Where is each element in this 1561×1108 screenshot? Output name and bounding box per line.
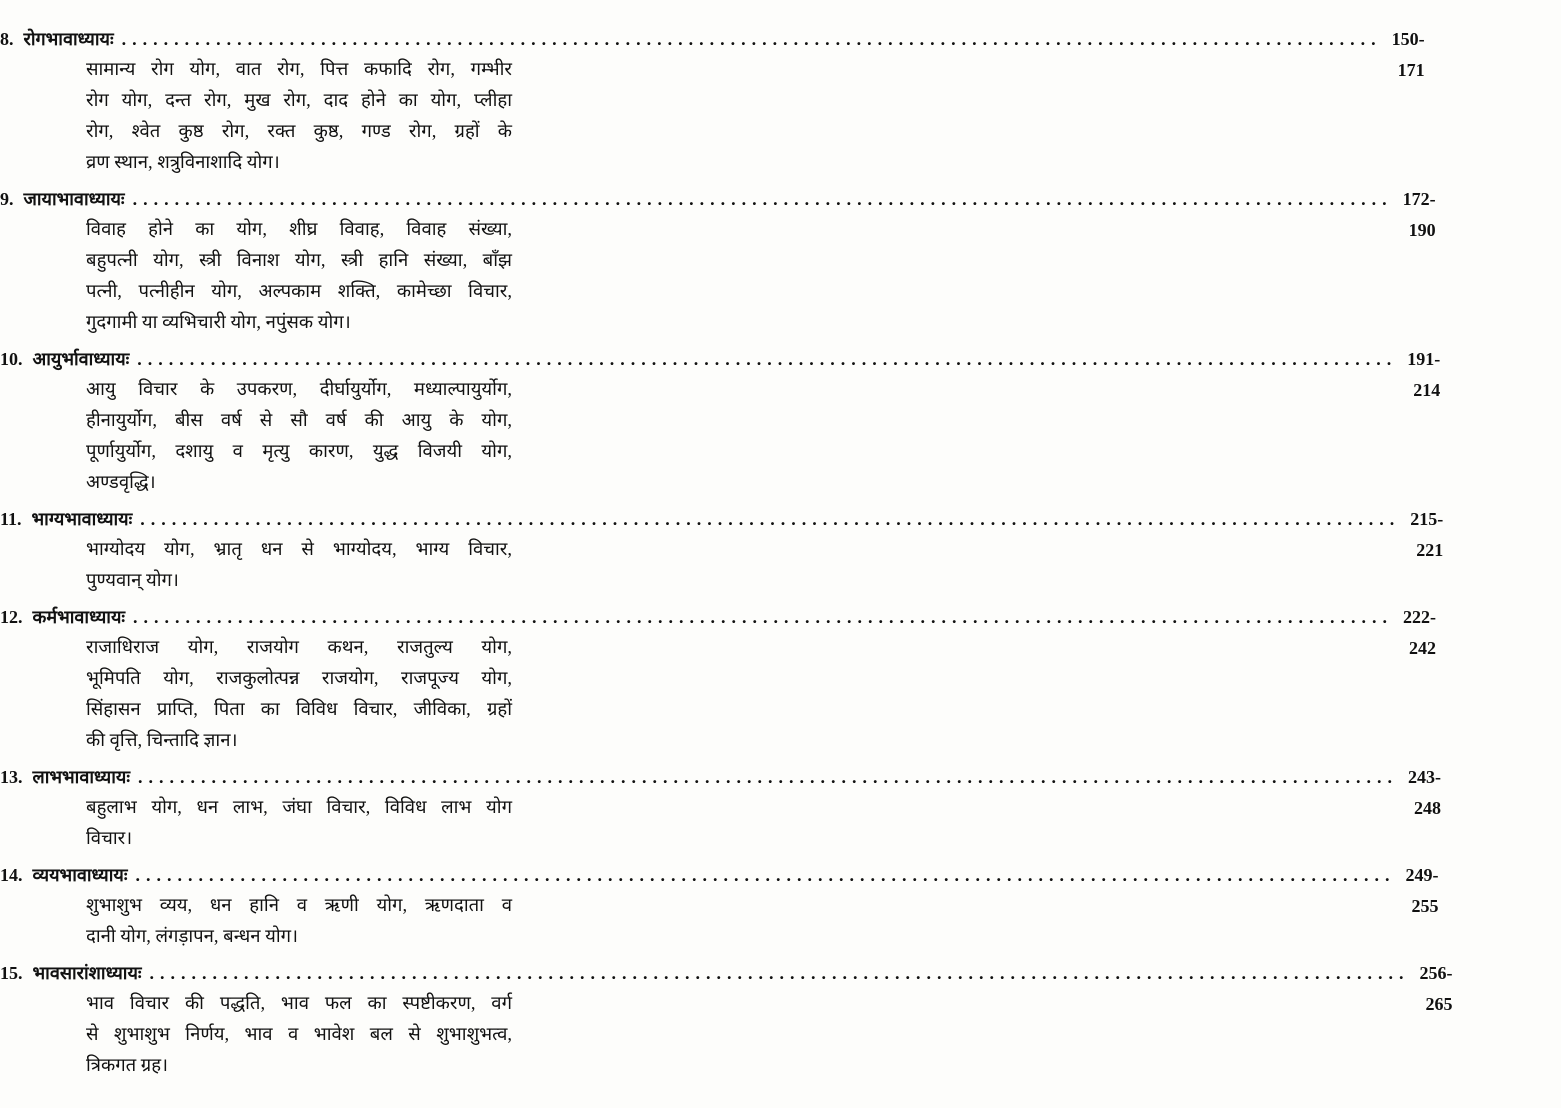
chapter-topics-line: पुण्यवान् योग।: [86, 571, 179, 591]
page-range: 249-255: [1405, 865, 1439, 916]
chapter-number: 11.: [0, 509, 22, 529]
chapter-title: रोगभावाध्यायः: [23, 29, 114, 49]
toc-entry: [0, 762, 1441, 855]
chapter-topics-line: त्रिकगत ग्रह।: [86, 1056, 169, 1076]
toc-entry: [0, 504, 1444, 597]
dot-leader: ........................................................................................................................: [135, 865, 1396, 885]
dot-leader: ........................................................................................................................: [140, 509, 1401, 529]
chapter-title: भावसारांशाध्यायः: [32, 963, 142, 983]
chapter-topics-line: पूर्णायुर्योग, दशायु व मृत्यु कारण, युद्ध विजयी योग,: [86, 442, 512, 462]
chapter-number: 9.: [0, 189, 14, 209]
page-range: 256-265: [1419, 963, 1453, 1014]
chapter-topics-line: रोग योग, दन्त रोग, मुख रोग, दाद होने का योग, प्लीहा: [86, 91, 512, 111]
chapter-topics-line: अण्डवृद्धि।: [86, 473, 156, 493]
chapter-topics-line: विचार।: [86, 829, 133, 849]
chapter-topics-line: शुभाशुभ व्यय, धन हानि व ऋणी योग, ऋणदाता व: [86, 896, 512, 916]
chapter-topics-line: दानी योग, लंगड़ापन, बन्धन योग।: [86, 927, 299, 947]
toc-entry: [0, 184, 1436, 339]
dot-leader: ........................................................................................................................: [137, 767, 1398, 787]
table-of-contents: [0, 24, 1453, 1087]
chapter-topics-line: पत्नी, पत्नीहीन योग, अल्पकाम शक्ति, कामेच्छा विचार,: [86, 282, 512, 302]
chapter-number: 10.: [0, 349, 23, 369]
toc-entry: [0, 24, 1425, 179]
chapter-number: 15.: [0, 963, 23, 983]
chapter-topics-line: व्रण स्थान, शत्रुविनाशादि योग।: [86, 153, 280, 173]
chapter-topics-line: सामान्य रोग योग, वात रोग, पित्त कफादि रोग, गम्भीर: [86, 60, 512, 80]
chapter-topics-line: गुदगामी या व्यभिचारी योग, नपुंसक योग।: [86, 313, 351, 333]
chapter-topics-line: राजाधिराज योग, राजयोग कथन, राजतुल्य योग,: [86, 638, 512, 658]
chapter-number: 14.: [0, 865, 23, 885]
chapter-topics-line: भूमिपति योग, राजकुलोत्पन्न राजयोग, राजपूज्य योग,: [86, 669, 512, 689]
chapter-number: 13.: [0, 767, 23, 787]
dot-leader: ........................................................................................................................: [132, 189, 1393, 209]
dot-leader: ........................................................................................................................: [133, 607, 1394, 627]
chapter-number: 12.: [0, 607, 23, 627]
chapter-topics-line: बहुपत्नी योग, स्त्री विनाश योग, स्त्री हानि संख्या, बाँझ: [86, 251, 512, 271]
chapter-topics-line: रोग, श्वेत कुष्ठ रोग, रक्त कुष्ठ, गण्ड रोग, ग्रहों के: [86, 122, 512, 142]
chapter-topics-line: भाग्योदय योग, भ्रातृ धन से भाग्योदय, भाग्य विचार,: [86, 540, 512, 560]
toc-entry: [0, 860, 1439, 953]
chapter-topics-line: बहुलाभ योग, धन लाभ, जंघा विचार, विविध लाभ योग: [86, 798, 512, 818]
page-range: 222-242: [1403, 607, 1437, 658]
dot-leader: ........................................................................................................................: [137, 349, 1398, 369]
chapter-title: कर्मभावाध्यायः: [32, 607, 126, 627]
chapter-topics-line: हीनायुर्योग, बीस वर्ष से सौ वर्ष की आयु के योग,: [86, 411, 512, 431]
chapter-topics-line: से शुभाशुभ निर्णय, भाव व भावेश बल से शुभाशुभत्व,: [86, 1025, 512, 1045]
chapter-title: लाभभावाध्यायः: [32, 767, 130, 787]
page-range: 172-190: [1402, 189, 1436, 240]
dot-leader: ........................................................................................................................: [121, 29, 1382, 49]
page-range: 150-171: [1391, 29, 1425, 80]
chapter-topics-line: आयु विचार के उपकरण, दीर्घायुर्योग, मध्याल्पायुर्योग,: [86, 380, 512, 400]
chapter-topics-line: विवाह होने का योग, शीघ्र विवाह, विवाह संख्या,: [86, 220, 512, 240]
chapter-topics-line: सिंहासन प्राप्ति, पिता का विविध विचार, जीविका, ग्रहों: [86, 700, 512, 720]
toc-entry: [0, 602, 1437, 757]
chapter-topics-line: भाव विचार की पद्धति, भाव फल का स्पष्टीकरण, वर्ग: [86, 994, 512, 1014]
chapter-title: आयुर्भावाध्यायः: [32, 349, 130, 369]
chapter-title: जायाभावाध्यायः: [23, 189, 125, 209]
toc-entry: [0, 344, 1441, 499]
page-range: 191-214: [1407, 349, 1441, 400]
chapter-title: भाग्यभावाध्यायः: [31, 509, 133, 529]
toc-entry: [0, 958, 1453, 1082]
dot-leader: ........................................................................................................................: [149, 963, 1410, 983]
page-range: 243-248: [1407, 767, 1441, 818]
chapter-title: व्ययभावाध्यायः: [32, 865, 128, 885]
chapter-number: 8.: [0, 29, 14, 49]
chapter-topics-line: की वृत्ति, चिन्तादि ज्ञान।: [86, 731, 238, 751]
page-range: 215-221: [1410, 509, 1444, 560]
